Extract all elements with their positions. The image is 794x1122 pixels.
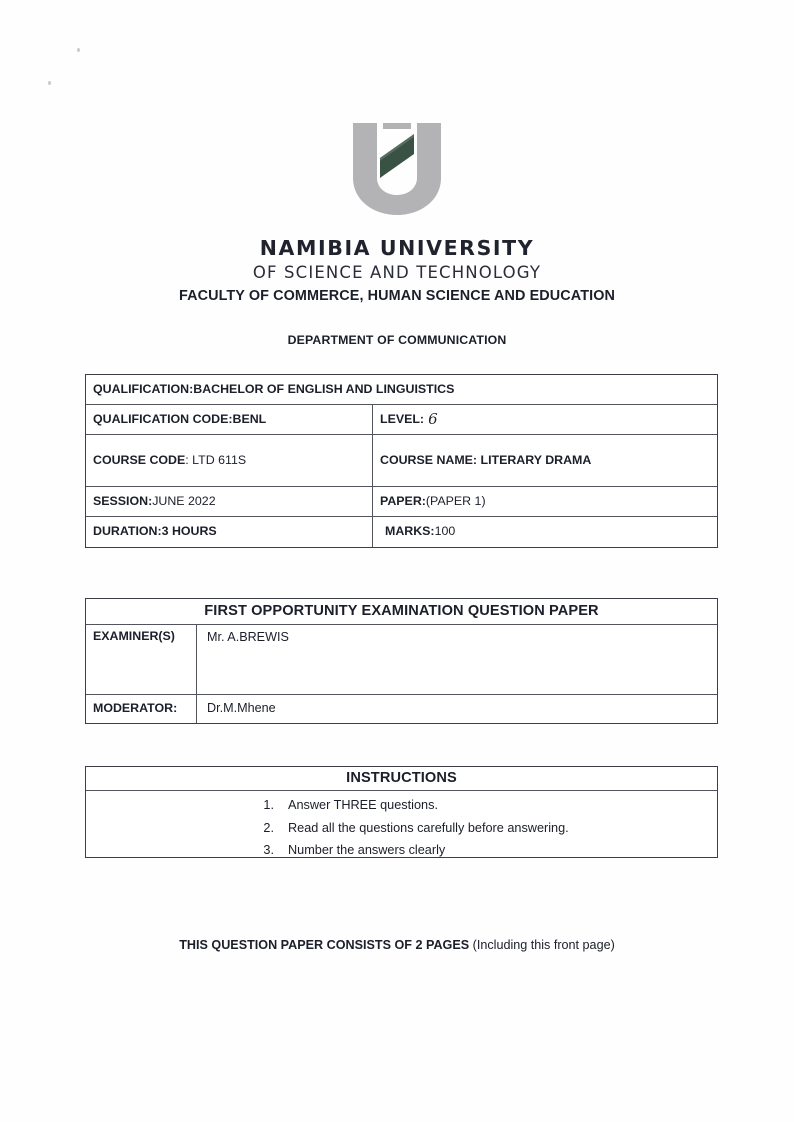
examiner-value-cell: Mr. A.BREWIS xyxy=(207,630,289,644)
page-count-normal-text: (Including this front page) xyxy=(469,938,615,952)
list-item: Number the answers clearly xyxy=(288,843,446,858)
examiner-label: EXAMINER(S) xyxy=(93,629,175,643)
session-cell xyxy=(86,487,373,516)
examiner-table xyxy=(85,598,718,724)
university-name-sub: OF SCIENCE AND TECHNOLOGY xyxy=(252,263,542,282)
qualification-cell xyxy=(86,375,717,404)
level-label: LEVEL: xyxy=(380,411,425,426)
scan-artifact-speck xyxy=(77,48,80,52)
page-count-bold-text: THIS QUESTION PAPER CONSISTS OF 2 PAGES xyxy=(179,938,470,952)
paper-label: PAPER: xyxy=(380,493,426,508)
qualification-label: QUALIFICATION: xyxy=(93,381,194,396)
duration-cell xyxy=(86,517,373,547)
qualification-code-label: QUALIFICATION CODE: xyxy=(93,411,233,426)
table-row xyxy=(86,695,717,723)
qualification-code-cell xyxy=(86,405,373,434)
paper-cell xyxy=(373,487,717,516)
table-row xyxy=(86,435,717,487)
department-heading: DEPARTMENT OF COMMUNICATION xyxy=(287,333,507,347)
examination-paper-title: FIRST OPPORTUNITY EXAMINATION QUESTION PAPER xyxy=(204,603,599,620)
instructions-table xyxy=(85,766,718,858)
table-row xyxy=(86,599,717,625)
page-count-footer xyxy=(0,938,794,952)
table-row xyxy=(86,487,717,517)
course-code-label: COURSE CODE xyxy=(93,452,186,467)
nust-shield-logo-icon xyxy=(349,120,445,218)
level-cell xyxy=(373,405,717,434)
marks-cell xyxy=(373,517,717,547)
qualification-value: BACHELOR OF ENGLISH AND LINGUISTICS xyxy=(193,381,455,396)
university-name: NAMIBIA UNIVERSITY xyxy=(259,236,535,260)
moderator-label-cell xyxy=(86,695,197,723)
logo-container xyxy=(0,120,794,218)
instructions-body xyxy=(86,791,717,857)
level-value: 6 xyxy=(428,410,438,429)
moderator-label: MODERATOR: xyxy=(93,701,178,716)
instructions-title: INSTRUCTIONS xyxy=(346,770,457,787)
course-name-cell xyxy=(373,435,717,486)
course-code-value: : LTD 611S xyxy=(185,452,247,467)
table-row xyxy=(86,517,717,547)
table-row xyxy=(86,375,717,405)
list-item: Answer THREE questions. xyxy=(288,798,438,812)
table-row xyxy=(86,791,717,857)
course-name-label: COURSE NAME: LITERARY DRAMA xyxy=(380,452,592,467)
faculty-heading: FACULTY OF COMMERCE, HUMAN SCIENCE AND EDUCATION xyxy=(179,288,615,304)
marks-label: MARKS: xyxy=(385,524,435,539)
paper-value: (PAPER 1) xyxy=(425,493,486,508)
duration-label: DURATION: xyxy=(93,524,162,539)
marks-value: 100 xyxy=(434,524,456,539)
moderator-value-cell: Dr.M.Mhene xyxy=(207,701,276,716)
course-code-cell xyxy=(86,435,373,486)
table-row xyxy=(86,625,717,695)
examiner-label-cell xyxy=(86,625,197,694)
session-value: JUNE 2022 xyxy=(152,493,216,508)
table-row xyxy=(86,767,717,791)
qualification-code-value: BENL xyxy=(232,411,267,426)
list-item: Read all the questions carefully before answering. xyxy=(288,820,569,835)
table-row xyxy=(86,405,717,435)
duration-value: 3 HOURS xyxy=(161,524,217,539)
session-label: SESSION: xyxy=(93,493,153,508)
instructions-list xyxy=(86,794,569,862)
scan-artifact-speck xyxy=(48,81,51,85)
qualification-table xyxy=(85,374,718,548)
